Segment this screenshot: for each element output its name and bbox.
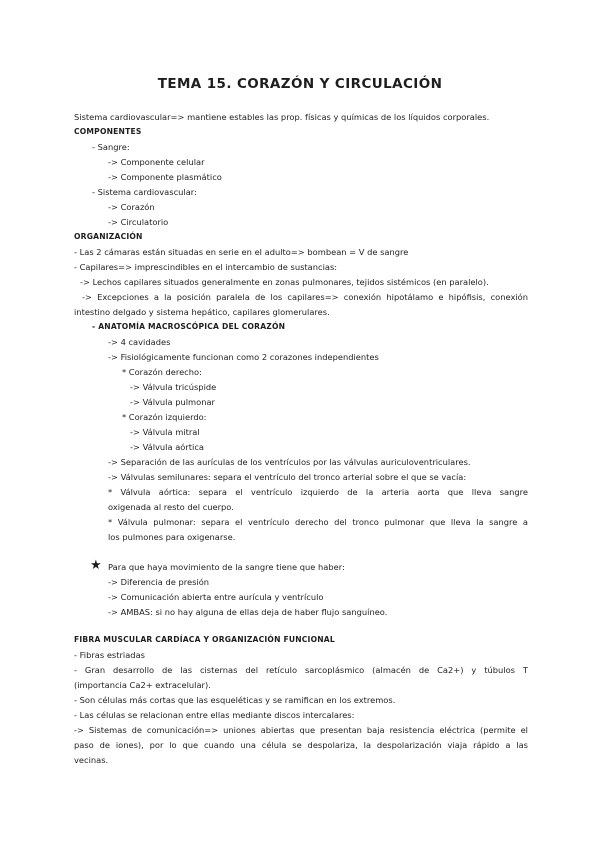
list-subitem: -> Circulatorio bbox=[108, 217, 169, 227]
list-item: - Sistema cardiovascular: bbox=[92, 187, 197, 197]
list-subitem: * Corazón derecho: bbox=[122, 367, 202, 377]
list-subitem: -> Corazón bbox=[108, 202, 155, 212]
paragraph-line: intestino delgado y sistema hepático, capilares glomerulares. bbox=[74, 307, 330, 317]
list-subitem: -> Componente celular bbox=[108, 157, 205, 167]
list-item: - Capilares=> imprescindibles en el intercambio de sustancias: bbox=[74, 262, 338, 272]
star-icon: ★ bbox=[90, 558, 102, 573]
paragraph-line: paso de iones), por lo que cuando una célula se despolariza, la despolarización viaja rápido a las bbox=[74, 740, 528, 750]
list-item: - Fibras estriadas bbox=[74, 650, 145, 660]
paragraph-line: los pulmones para oxigenarse. bbox=[108, 532, 236, 542]
list-subitem: -> Válvula mitral bbox=[130, 427, 200, 437]
section-heading-anatomia: - ANATOMÍA MACROSCÓPICA DEL CORAZÓN bbox=[92, 322, 286, 331]
list-subitem: -> Diferencia de presión bbox=[108, 577, 210, 587]
list-item: - Las células se relacionan entre ellas mediante discos intercalares: bbox=[74, 710, 355, 720]
list-subitem: * Válvula aórtica: separa el ventrículo izquierdo de la arteria aorta que lleva sangre bbox=[108, 487, 528, 497]
list-subitem: -> Excepciones a la posición paralela de los capilares=> conexión hipotálamo e hipófisis, conexión bbox=[82, 292, 528, 302]
list-subitem: -> Componente plasmático bbox=[108, 172, 222, 182]
list-item: - Son células más cortas que las esqueléticas y se ramifican en los extremos. bbox=[74, 695, 396, 705]
list-subitem: -> Separación de las aurículas de los ventrículos por las válvulas auriculoventriculares. bbox=[108, 457, 471, 467]
list-subitem: -> AMBAS: si no hay alguna de ellas deja de haber flujo sanguíneo. bbox=[108, 607, 388, 617]
list-subitem: -> Comunicación abierta entre aurícula y ventrículo bbox=[108, 592, 324, 602]
list-subitem: -> Válvulas semilunares: separa el ventrículo del tronco arterial sobre el que se vacía: bbox=[108, 472, 467, 482]
intro-definition: Sistema cardiovascular=> mantiene estables las prop. físicas y químicas de los líquidos corporales. bbox=[74, 112, 490, 122]
highlight-note: Para que haya movimiento de la sangre tiene que haber: bbox=[108, 562, 345, 572]
list-subitem: -> Válvula tricúspide bbox=[130, 382, 217, 392]
page-title: TEMA 15. CORAZÓN Y CIRCULACIÓN bbox=[157, 76, 443, 92]
list-subitem: * Válvula pulmonar: separa el ventrículo derecho del tronco pulmonar que lleva la sangre a bbox=[108, 517, 528, 527]
list-subitem: -> Sistemas de comunicación=> uniones abiertas que presentan baja resistencia eléctrica (permite el bbox=[74, 725, 528, 735]
list-subitem: -> Lechos capilares situados generalmente en zonas pulmonares, tejidos sistémicos (en paralelo). bbox=[80, 277, 489, 287]
list-subitem: -> 4 cavidades bbox=[108, 337, 171, 347]
list-subitem: -> Fisiológicamente funcionan como 2 corazones independientes bbox=[108, 352, 379, 362]
list-item: - Gran desarrollo de las cisternas del retículo sarcoplásmico (almacén de Ca2+) y túbulos T bbox=[74, 665, 528, 675]
list-subitem: -> Válvula pulmonar bbox=[130, 397, 215, 407]
section-heading-fibra: FIBRA MUSCULAR CARDÍACA Y ORGANIZACIÓN FUNCIONAL bbox=[74, 635, 335, 644]
paragraph-line: vecinas. bbox=[74, 755, 109, 765]
section-heading-componentes: COMPONENTES bbox=[74, 127, 142, 136]
paragraph-line: (importancia Ca2+ extracelular). bbox=[74, 680, 211, 690]
paragraph-line: oxigenada al resto del cuerpo. bbox=[108, 502, 234, 512]
list-item: - Las 2 cámaras están situadas en serie en el adulto=> bombean = V de sangre bbox=[74, 247, 409, 257]
list-item: - Sangre: bbox=[92, 142, 130, 152]
list-subitem: * Corazón izquierdo: bbox=[122, 412, 207, 422]
list-subitem: -> Válvula aórtica bbox=[130, 442, 204, 452]
section-heading-organizacion: ORGANIZACIÓN bbox=[74, 232, 143, 241]
